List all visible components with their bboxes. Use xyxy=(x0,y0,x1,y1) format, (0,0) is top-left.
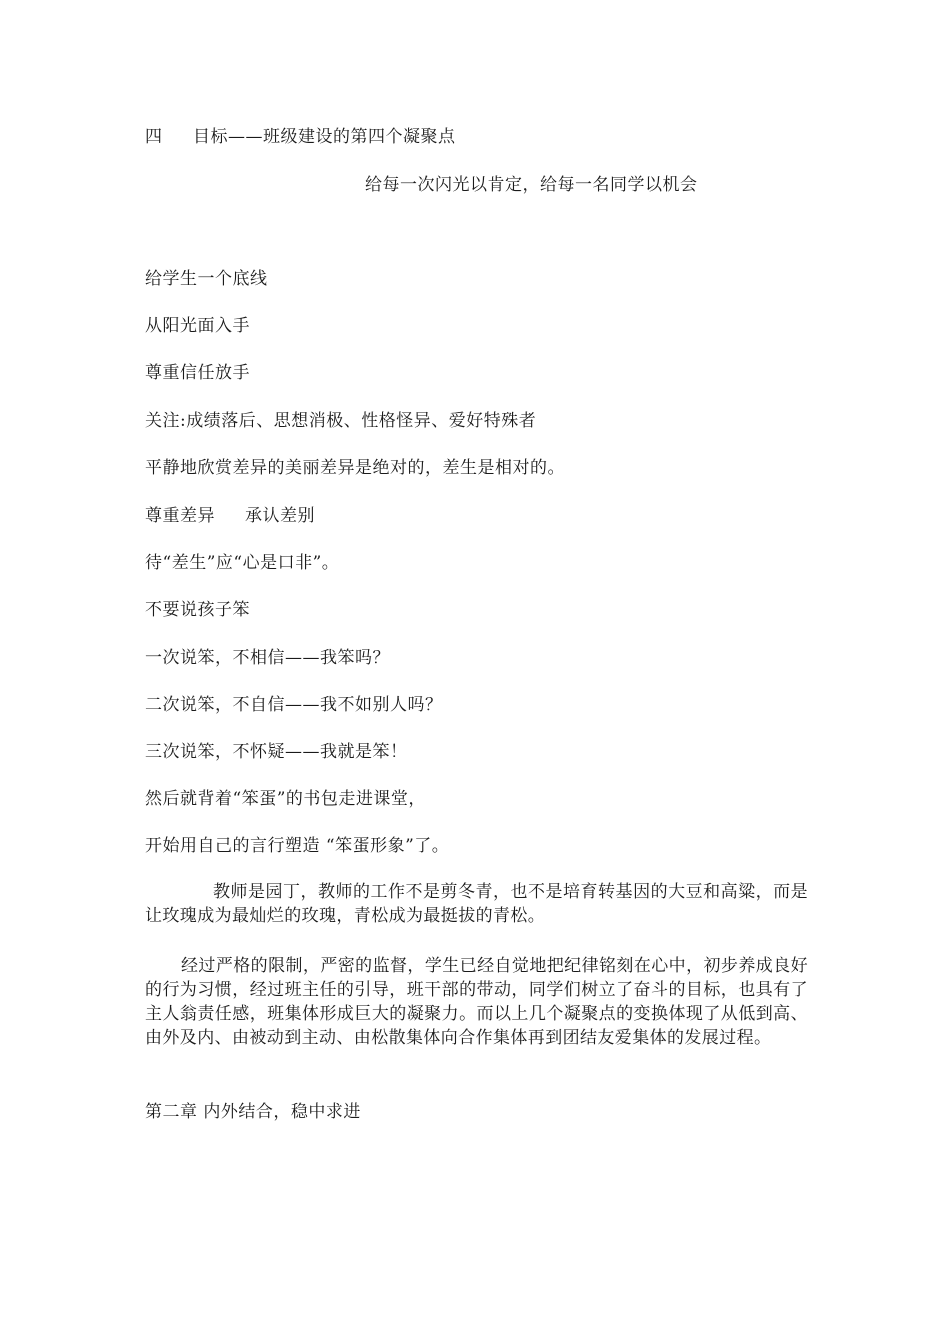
section-heading xyxy=(145,127,456,147)
text-line-7: 待“差生”应“心是口非”。 xyxy=(145,553,340,573)
text-line-10: 二次说笨，不自信——我不如别人吗？ xyxy=(145,695,443,715)
text-line-4: 关注:成绩落后、思想消极、性格怪异、爱好特殊者 xyxy=(145,411,537,431)
text-line-8: 不要说孩子笨 xyxy=(145,600,250,620)
motto: 给每一次闪光以肯定，给每一名同学以机会 xyxy=(365,175,698,195)
paragraph-summary: 经过严格的限制，严密的监督，学生已经自觉地把纪律铭刻在心中，初步养成良好的行为习惯，经过班主任的引导，班干部的带动，同学们树立了奋斗的目标，也具有了主人翁责任感，班集体形成巨大的凝聚力。而以上几个凝聚点的变换体现了从低到高、由外及内、由被动到主动、由松散集体向合作集体再到团结友爱集体的发展过程。 xyxy=(145,956,808,1048)
text-line-5: 平静地欣赏差异的美丽差异是绝对的，差生是相对的。 xyxy=(145,458,565,478)
text-line-9: 一次说笨，不相信——我笨吗？ xyxy=(145,648,390,668)
respect-difference: 尊重差异 xyxy=(145,506,215,526)
text-line-3: 尊重信任放手 xyxy=(145,363,250,383)
chapter-heading: 第二章 内外结合，稳中求进 xyxy=(145,1102,361,1122)
text-line-2: 从阳光面入手 xyxy=(145,316,250,336)
text-line-13: 开始用自己的言行塑造 “笨蛋形象”了。 xyxy=(145,836,450,856)
text-line-1: 给学生一个底线 xyxy=(145,269,268,289)
paragraph-gardener: 教师是园丁，教师的工作不是剪冬青，也不是培育转基因的大豆和高粱，而是让玫瑰成为最灿烂的玫瑰，青松成为最挺拔的青松。 xyxy=(145,882,808,926)
section-title: 目标——班级建设的第四个凝聚点 xyxy=(193,127,456,147)
text-line-11: 三次说笨，不怀疑——我就是笨！ xyxy=(145,742,408,762)
acknowledge-difference: 承认差别 xyxy=(245,506,315,526)
text-line-12: 然后就背着“笨蛋”的书包走进课堂， xyxy=(145,789,426,809)
text-line-6 xyxy=(145,506,315,526)
section-number: 四 xyxy=(145,127,163,147)
